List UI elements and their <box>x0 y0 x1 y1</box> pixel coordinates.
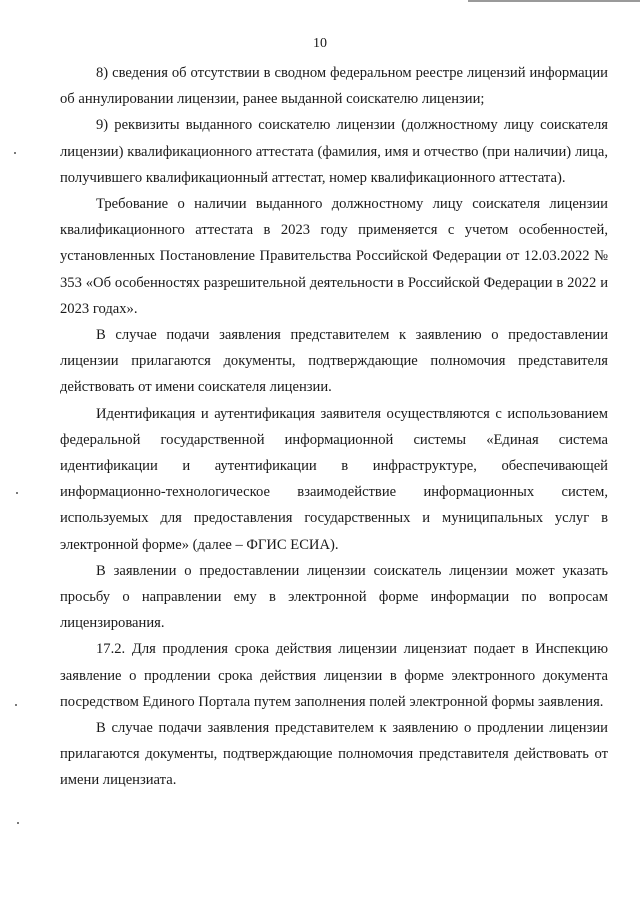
document-body <box>60 60 608 794</box>
scan-margin-mark <box>16 492 18 494</box>
paragraph-17-2-extension: 17.2. Для продления срока действия лицензии лицензиат подает в Инспекцию заявление о продлении срока действия лицензии в форме электронного документа посредством Единого Портала путем заполнения полей электронной формы заявления. <box>60 641 608 710</box>
scan-margin-mark <box>17 822 19 824</box>
paragraph-item-8: 8) сведения об отсутствии в сводном федеральном реестре лицензий информации об аннулировании лицензии, ранее выданной соискателю лицензии; <box>60 65 608 108</box>
paragraph-item-9: 9) реквизиты выданного соискателю лицензии (должностному лицу соискателя лицензии) квалификационного аттестата (фамилия, имя и отчество (при наличии) лица, получившего квалификационный аттестат, номер квалификационного аттестата). <box>60 117 608 186</box>
paragraph-esia-identification: Идентификация и аутентификация заявителя осуществляются с использованием федеральной государственной информационной системы «Единая система идентификации и аутентификации в инфраструктуре, обеспечивающей информационно-технологическое взаимодействие информационных систем, используемых для предоставления государственных и муниципальных услуг в электронной форме» (далее – ФГИС ЕСИА). <box>60 405 608 553</box>
paragraph-representative-extension: В случае подачи заявления представителем к заявлению о продлении лицензии прилагаются документы, подтверждающие полномочия представителя действовать от имени лицензиата. <box>60 720 608 789</box>
scan-top-edge-line <box>468 0 640 2</box>
paragraph-electronic-info-request: В заявлении о предоставлении лицензии соискатель лицензии может указать просьбу о направлении ему в электронной форме информации по вопросам лицензирования. <box>60 562 608 632</box>
page-number: 10 <box>313 36 327 51</box>
scan-margin-mark <box>15 704 17 706</box>
scan-margin-mark <box>14 152 16 154</box>
paragraph-representative-license: В случае подачи заявления представителем к заявлению о предоставлении лицензии прилагаются документы, подтверждающие полномочия представителя действовать от имени соискателя лицензии. <box>60 327 608 396</box>
paragraph-qualification-requirement: Требование о наличии выданного должностному лицу соискателя лицензии квалификационного аттестата в 2023 году применяется с учетом особенностей, установленных Постановление Правительства Российской Федерации от 12.03.2022 № 353 «Об особенностях разрешительной деятельности в Российской Федерации в 2022 и 2023 годах». <box>60 196 608 317</box>
